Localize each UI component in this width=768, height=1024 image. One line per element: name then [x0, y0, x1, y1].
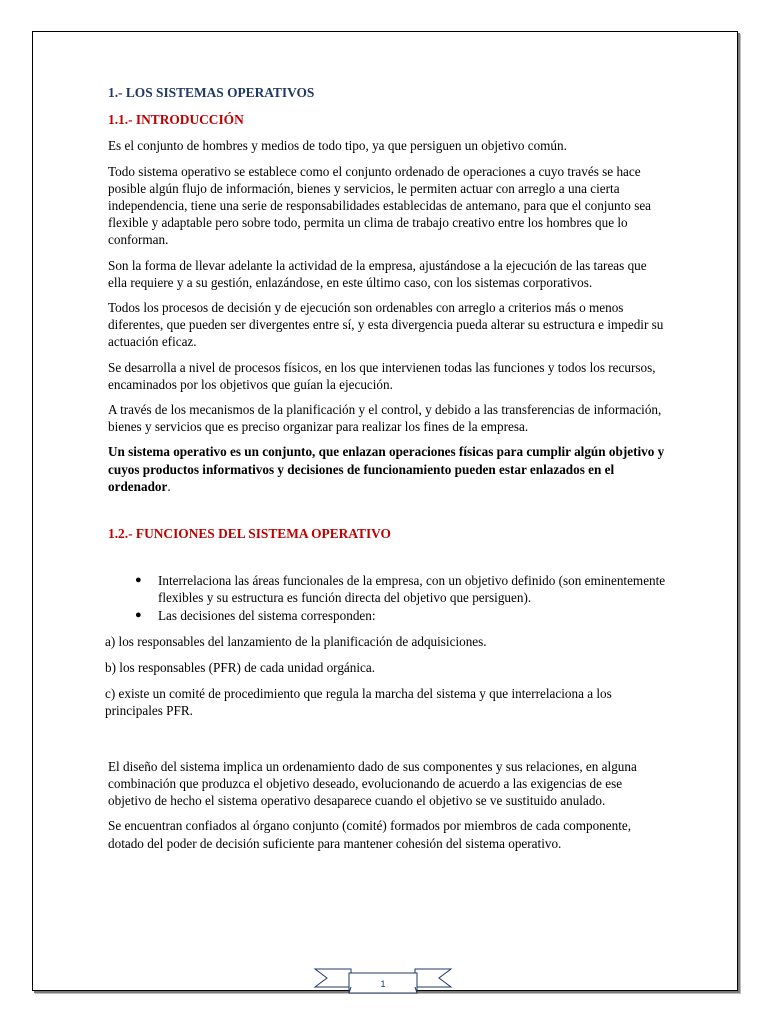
paragraph: Se encuentran confiados al órgano conjunto (comité) formados por miembros de cada componente, dotado del poder de decisión suficiente para mantener cohesión del sistema operativo.: [108, 818, 632, 851]
definition-paragraph: [108, 443, 668, 495]
page-number: 1: [380, 979, 386, 989]
list-item-text: Interrelaciona las áreas funcionales de la empresa, con un objetivo definido (son eminentemente flexibles y su estructura es función directa del objetivo que persiguen).: [158, 573, 666, 606]
section-heading-1: 1.- LOS SISTEMAS OPERATIVOS: [108, 85, 315, 100]
definition-text: Un sistema operativo es un conjunto, que enlazan operaciones físicas para cumplir algún objetivo y cuyos productos informativos y decisiones de funcionamiento pueden estar enlazados en el ordenador: [108, 444, 665, 494]
bullet-icon: ●: [135, 574, 142, 587]
definition-period: .: [167, 478, 171, 494]
paragraph: El diseño del sistema implica un ordenamiento dado de sus componentes y sus relaciones, en alguna combinación que produzca el objetivo deseado, evolucionando de acuerdo a las exigencias de ese objetivo de hecho el sistema operativo desaparece cuando el objetivo se ve sustituido anulado.: [108, 758, 637, 809]
lettered-item: b) los responsables (PFR) de cada unidad orgánica.: [105, 660, 376, 676]
paragraph: Todos los procesos de decisión y de ejecución son ordenables con arreglo a criterios más o menos diferentes, que pueden ser divergentes entre sí, y esta divergencia pueda alterar su estructura e impedir su actuación eficaz.: [108, 300, 664, 350]
paragraph: Son la forma de llevar adelante la actividad de la empresa, ajustándose a la ejecución de las tareas que ella requiere y a su gestión, enlazándose, en este último caso, con los sistemas corporativos.: [108, 257, 647, 290]
paragraph: Todo sistema operativo se establece como el conjunto ordenado de operaciones a cuyo través se hace posible algún flujo de información, bienes y servicios, le permiten actuar con arreglo a una cierta independencia, tiene una serie de responsabilidades establecidas de antemano, para que el conjunto sea flexible y adaptable pero sobre todo, permita un clima de trabajo creativo entre los hombres que lo conforman.: [108, 163, 652, 248]
paragraph: Se desarrolla a nivel de procesos físicos, en los que intervienen todas las funciones y todos los recursos, encaminados por los objetivos que guían la ejecución.: [108, 359, 656, 392]
page-number-ribbon: [313, 965, 453, 995]
paragraph: Es el conjunto de hombres y medios de todo tipo, ya que persiguen un objetivo común.: [108, 138, 567, 154]
list-item: [108, 607, 668, 624]
lettered-item: c) existe un comité de procedimiento que regula la marcha del sistema y que interrelaciona a los principales PFR.: [105, 686, 612, 719]
bullet-list: [108, 572, 668, 624]
bullet-icon: ●: [135, 608, 142, 621]
document-body: [105, 84, 668, 860]
list-item-text: Las decisiones del sistema corresponden:: [158, 607, 376, 623]
subsection-heading-introduccion: 1.1.- INTRODUCCIÓN: [108, 112, 244, 128]
subsection-heading-funciones: 1.2.- FUNCIONES DEL SISTEMA OPERATIVO: [108, 526, 391, 542]
list-item: [108, 572, 668, 606]
paragraph: A través de los mecanismos de la planificación y el control, y debido a las transferencias de información, bienes y servicios que es preciso organizar para realizar los fines de la empresa.: [108, 402, 662, 435]
lettered-item: a) los responsables del lanzamiento de la planificación de adquisiciones.: [105, 633, 487, 649]
